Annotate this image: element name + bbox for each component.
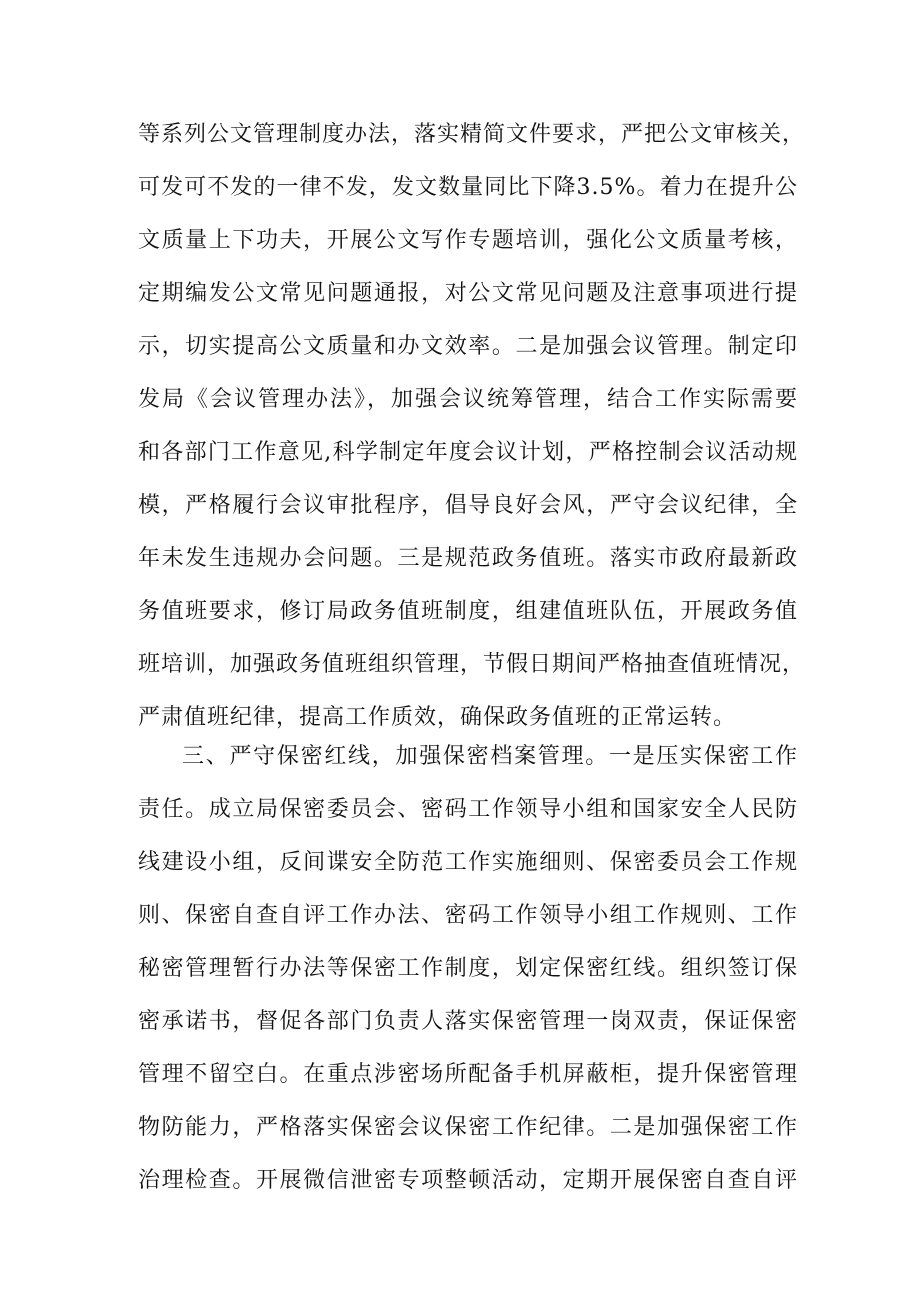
text-line: 治理检查。开展微信泄密专项整顿活动，定期开展保密自查自评 xyxy=(138,1168,798,1193)
text-line: 严肃值班纪律，提高工作质效，确保政务值班的正常运转。 xyxy=(138,705,737,730)
text-line: 年未发生违规办会问题。三是规范政务值班。落实市政府最新政 xyxy=(138,546,798,571)
text-line: 密承诺书，督促各部门负责人落实保密管理一岗双责，保证保密 xyxy=(138,1009,798,1034)
text-line: 定期编发公文常见问题通报，对公文常见问题及注意事项进行提 xyxy=(138,281,798,306)
text-line: 发局《会议管理办法》，加强会议统筹管理，结合工作实际需要 xyxy=(138,387,798,412)
text-line: 管理不留空白。在重点涉密场所配备手机屏蔽柜，提升保密管理 xyxy=(138,1062,798,1087)
text-line: 务值班要求，修订局政务值班制度，组建值班队伍，开展政务值 xyxy=(138,599,798,624)
section-heading-line: 三、严守保密红线，加强保密档案管理。一是压实保密工作 xyxy=(182,744,798,769)
text-line: 等系列公文管理制度办法，落实精简文件要求，严把公文审核关， xyxy=(138,122,806,147)
text-line: 班培训，加强政务值班组织管理，节假日期间严格抽查值班情况， xyxy=(138,652,806,677)
text-line: 和各部门工作意见,科学制定年度会议计划，严格控制会议活动规 xyxy=(138,440,798,465)
text-line: 线建设小组，反间谍安全防范工作实施细则、保密委员会工作规 xyxy=(138,850,798,875)
text-line: 物防能力，严格落实保密会议保密工作纪律。二是加强保密工作 xyxy=(138,1115,798,1140)
text-line: 可发可不发的一律不发，发文数量同比下降3.5%。着力在提升公 xyxy=(138,175,798,200)
paragraph-official-documents xyxy=(138,108,806,744)
text-line: 模，严格履行会议审批程序，倡导良好会风，严守会议纪律，全 xyxy=(138,493,798,518)
text-line: 责任。成立局保密委员会、密码工作领导小组和国家安全人民防 xyxy=(138,797,798,822)
paragraph-confidentiality xyxy=(138,730,798,1207)
text-line: 秘密管理暂行办法等保密工作制度，划定保密红线。组织签订保 xyxy=(138,956,798,981)
text-line: 文质量上下功夫，开展公文写作专题培训，强化公文质量考核， xyxy=(138,228,798,253)
text-line: 则、保密自查自评工作办法、密码工作领导小组工作规则、工作 xyxy=(138,903,798,928)
text-line: 示，切实提高公文质量和办文效率。二是加强会议管理。制定印 xyxy=(138,334,798,359)
